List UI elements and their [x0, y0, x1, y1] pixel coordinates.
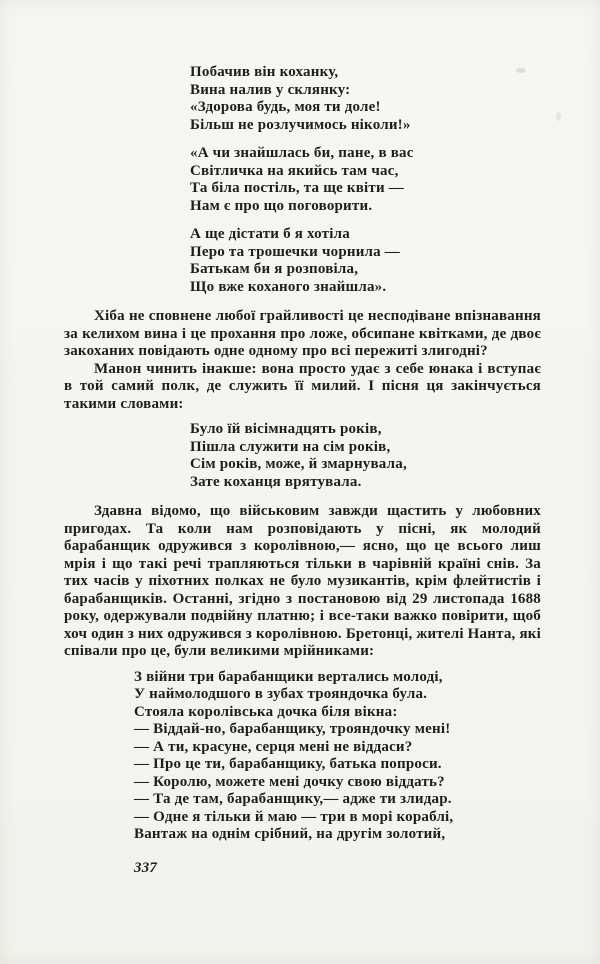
verse-line: Більш не розлучимось ніколи!»: [190, 116, 411, 133]
verse-line: Зате коханця врятувала.: [190, 473, 362, 490]
verse-line: — Одне я тільки й маю — три в морі кораблі,: [134, 808, 454, 825]
verse-block: [64, 64, 541, 296]
verse-line: Вина налив у склянку:: [190, 81, 351, 98]
verse-line: — А ти, красуне, серця мені не віддаси?: [134, 738, 413, 755]
verse-line: А ще дістати б я хотіла: [190, 226, 350, 242]
paragraph: Хіба не сповнене любої грайливості це несподіване впізнавання за келихом вина і це прохання про ложе, обсипане квітками, де двоє закоханих повідають одне одному про всі пережиті злигодні?: [64, 308, 541, 359]
verse-line: — Та де там, барабанщику,— адже ти злидар.: [134, 791, 452, 807]
verse-line: Стояла королівська дочка біля вікна:: [134, 703, 398, 720]
verse-line: Батькам би я розповіла,: [190, 261, 359, 277]
verse-line: Пішла служити на сім років,: [190, 438, 391, 455]
verse-line: — Королю, можете мені дочку свою віддать?: [134, 773, 445, 790]
verse-line: Вантаж на однім срібний, на другім золотий,: [134, 826, 446, 842]
stanza: [190, 64, 541, 134]
verse-block: [64, 669, 541, 844]
page-content: [64, 56, 541, 877]
verse-line: «Здорова будь, моя ти доле!: [190, 99, 381, 115]
stanza: [134, 669, 541, 844]
verse-line: Та біла постіль, та ще квіти —: [190, 180, 404, 196]
page-number: 337: [134, 859, 158, 876]
paragraph: Манон чинить інакше: вона просто удає з себе юнака і вступає в той самий полк, де служить її милий. І пісня ця закінчується такими словами:: [64, 360, 541, 412]
stanza: [190, 145, 541, 215]
verse-line: Що вже коханого знайшла».: [190, 278, 387, 295]
verse-line: «А чи знайшлась би, пане, в вас: [190, 145, 414, 161]
scan-artifact: [556, 112, 561, 121]
verse-line: Нам є про що поговорити.: [190, 197, 373, 214]
verse-line: У наймолодшого в зубах трояндочка була.: [134, 686, 428, 702]
verse-line: Світличка на якийсь там час,: [190, 162, 399, 179]
stanza: [190, 226, 541, 296]
verse-block: [64, 421, 541, 491]
verse-line: Побачив він коханку,: [190, 64, 339, 80]
verse-line: — Віддай-но, барабанщику, трояндочку мені!: [134, 721, 451, 737]
verse-line: Сім років, може, й змарнувала,: [190, 456, 407, 472]
stanza: [190, 421, 541, 491]
verse-line: Перо та трошечки чорнила —: [190, 243, 401, 260]
paragraph: Здавна відомо, що військовим завжди щастить у любовних пригодах. Та коли нам розповідають у пісні, як молодий барабанщик одружився з королівною,— ясно, що це всього лиш мрія і що такі речі трапляються тільки в чарівній країні снів. За тих часів у піхотних полках не було музикантів, крім флейтистів і барабанщиків. Останні, згідно з постановою від 29 листопада 1688 року, одержували подвійну платню; і все-таки важко повірити, щоб хоч один з них одружився з королівною. Бретонці, жителі Нанта, які співали про це, були великими мрійниками:: [64, 503, 541, 659]
verse-line: — Про це ти, барабанщику, батька попроси.: [134, 756, 442, 772]
verse-line: Було їй вісімнадцять років,: [190, 421, 382, 437]
verse-line: З війни три барабанщики вертались молоді,: [134, 668, 443, 685]
